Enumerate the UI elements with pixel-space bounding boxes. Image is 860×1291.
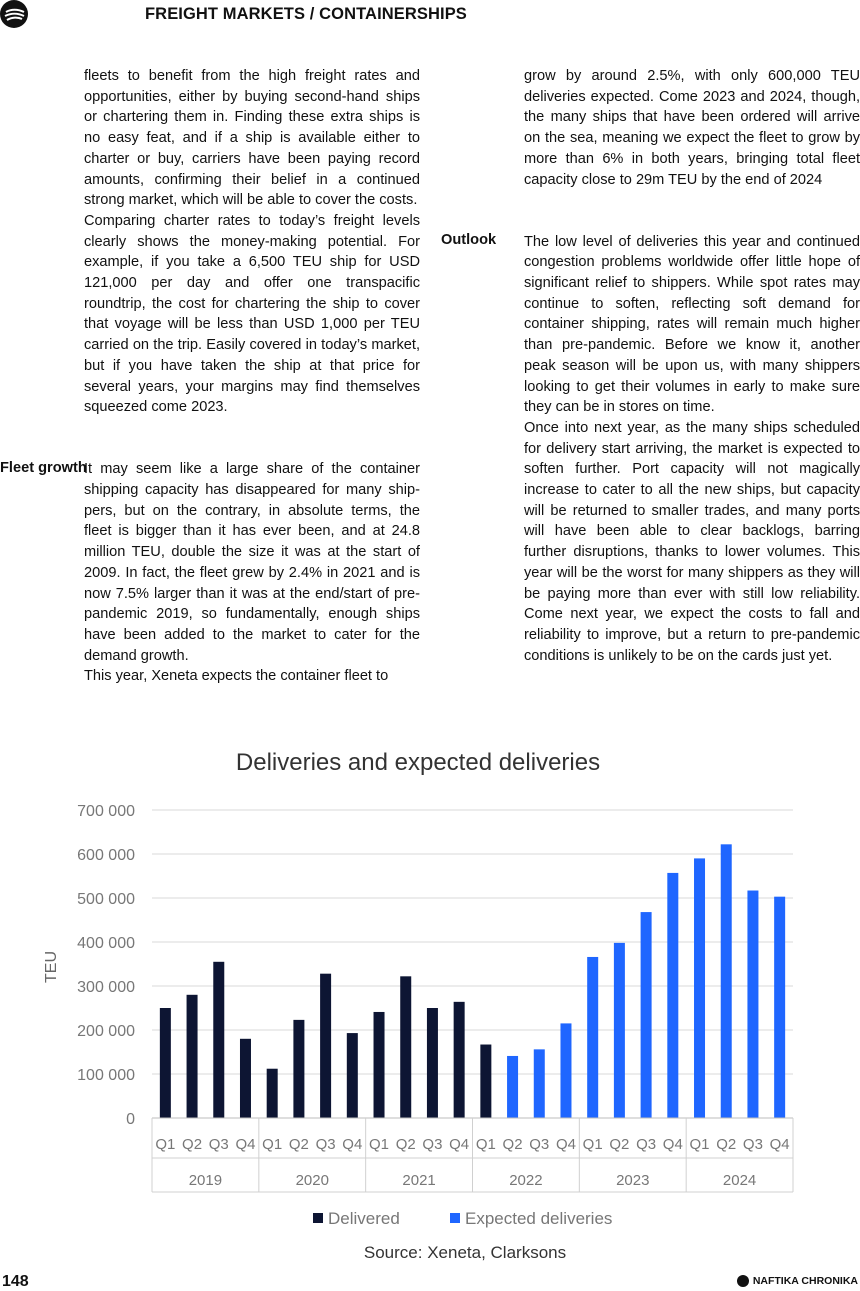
year-label: 2023 [616, 1172, 650, 1189]
bar-2024-q3 [747, 891, 758, 1118]
y-axis-label: TEU [43, 951, 60, 983]
bar-2021-q1 [374, 1012, 385, 1118]
bar-2020-q4 [347, 1033, 358, 1118]
x-tick-label: Q3 [529, 1136, 550, 1153]
bar-2020-q3 [320, 974, 331, 1118]
x-tick-label: Q1 [262, 1136, 283, 1153]
x-tick-label: Q2 [182, 1136, 203, 1153]
bar-2019-q2 [187, 995, 198, 1118]
legend-swatch-expected [450, 1213, 460, 1223]
year-label: 2021 [402, 1172, 436, 1189]
bar-2023-q4 [667, 873, 678, 1118]
legend-label-delivered: Delivered [328, 1209, 400, 1228]
article-column-left [84, 66, 420, 687]
x-tick-label: Q1 [155, 1136, 176, 1153]
brand-logo-icon [737, 1275, 749, 1287]
bar-2024-q2 [721, 844, 732, 1118]
y-tick-label: 200 000 [77, 1023, 135, 1040]
bar-2019-q4 [240, 1039, 251, 1118]
bar-2019-q3 [213, 962, 224, 1118]
x-tick-label: Q2 [609, 1136, 630, 1153]
year-label: 2019 [188, 1172, 223, 1189]
paragraph: Once into next year, as the many ships scheduled for delivery start arriving, the market is expected to soften further. Port capacity will not magically increase to cater to all the new ships, but capacity will be returned to smaller trades, and many ports will have been able to clear backlogs, barring further disruptions, thanks to lower volumes. This year will be the worst for many shippers as they will be paying more than ever with still low reliability. Come next year, we expect the costs to fall and reliability to improve, but a return to pre-pandemic conditions is unlikely to be on the cards just yet. [524, 419, 860, 664]
x-tick-label: Q3 [208, 1136, 229, 1153]
x-tick-label: Q3 [636, 1136, 657, 1153]
x-tick-label: Q3 [315, 1136, 336, 1153]
y-tick-label: 600 000 [77, 847, 135, 864]
x-tick-label: Q3 [742, 1136, 763, 1153]
year-label: 2022 [509, 1172, 543, 1189]
section-title: FREIGHT MARKETS / CONTAINERSHIPS [145, 5, 467, 23]
paragraph: The low level of deliveries this year and continued congestion problems worldwide offer little hope of significant relief to shippers. While spot rates may continue to soften, reflecting soft demand for container shipping, rates will remain much higher than pre-pandemic. Before we know it, another peak season will be upon us, with many shippers looking to get their volumes in early to make sure they can be in stores on time. [524, 233, 860, 416]
bar-2023-q2 [614, 943, 625, 1118]
footer-brand [737, 1275, 858, 1287]
x-tick-label: Q1 [475, 1136, 496, 1153]
paragraph: fleets to benefit from the high freight rates and opportunities, either by buying second-hand ships or chartering them in. Finding these extra ships is no easy feat, and if a ship is available either to charter or buy, carriers have been paying record amounts, confirming their belief in a continued strong market, which will be able to cover the costs. [84, 68, 420, 209]
y-tick-label: 100 000 [77, 1067, 135, 1084]
chart-svg [0, 735, 860, 1270]
year-label: 2024 [722, 1172, 757, 1189]
legend-label-expected: Expected deliveries [465, 1209, 613, 1228]
x-tick-label: Q1 [369, 1136, 390, 1153]
y-tick-label: 700 000 [77, 803, 135, 820]
bar-2023-q3 [641, 912, 652, 1118]
x-tick-label: Q3 [422, 1136, 443, 1153]
chart-title: Deliveries and expected deliveries [235, 749, 601, 776]
paragraph: This year, Xeneta expects the container fleet to [84, 668, 389, 685]
y-tick-label: 500 000 [77, 891, 135, 908]
paragraph: grow by around 2.5%, with only 600,000 TEU deliveries expected. Come 2023 and 2024, though, the many ships that have been ordered will arrive on the sea, meaning we expect the fleet to grow by more than 6% in both years, bringing total fleet capacity close to 29m TEU by the end of 2024 [524, 68, 860, 188]
bar-2022-q3 [534, 1049, 545, 1118]
year-label: 2020 [295, 1172, 329, 1189]
outlook-heading: Outlook [441, 232, 497, 248]
bar-2021-q2 [400, 976, 411, 1118]
bar-2020-q2 [293, 1020, 304, 1118]
x-tick-label: Q4 [555, 1136, 576, 1153]
publication-logo-icon [0, 0, 28, 28]
bar-2020-q1 [267, 1069, 278, 1118]
page-number: 148 [2, 1273, 29, 1290]
bar-2019-q1 [160, 1008, 171, 1118]
paragraph: It may seem like a large share of the container shipping capacity has disappeared for many shippers, but on the contrary, in absolute terms, the fleet is bigger than it has ever been, and at 24.8 million TEU, double the size it was at the start of 2009. In fact, the fleet grew by 2.4% in 2021 and is now 7.5% larger than it was at the end/start of pre-pandemic 2019, so fundamentally, enough ships have been added to the market to cater for the demand growth. [84, 461, 420, 664]
fleet-growth-heading: Fleet growth [0, 460, 87, 476]
x-tick-label: Q2 [395, 1136, 416, 1153]
bar-2022-q2 [507, 1056, 518, 1118]
legend-swatch-delivered [313, 1213, 323, 1223]
chart-source: Source: Xeneta, Clarksons [363, 1243, 567, 1262]
brand-name: NAFTIKA CHRONIKA [752, 1275, 858, 1287]
bar-2022-q1 [480, 1045, 491, 1118]
x-tick-label: Q1 [689, 1136, 710, 1153]
bar-2022-q4 [560, 1023, 571, 1118]
bar-2021-q3 [427, 1008, 438, 1118]
bar-2021-q4 [454, 1002, 465, 1118]
y-tick-label: 0 [126, 1111, 135, 1128]
article-column-right [524, 66, 860, 666]
y-tick-label: 300 000 [77, 979, 135, 996]
paragraph: Comparing charter rates to today’s freight levels clearly shows the money-making potential. For example, if you take a 6,500 TEU ship for USD 121,000 per day and offer one transpacific roundtrip, the cost for chartering the ship to cover that voyage will be less than USD 1,000 per TEU carried on the trip. Easily covered in today’s market, but if you have taken the ship at that price for several years, your margins may find themselves squeezed come 2023. [84, 212, 420, 416]
x-tick-label: Q4 [342, 1136, 363, 1153]
y-tick-label: 400 000 [77, 935, 135, 952]
bar-2024-q1 [694, 858, 705, 1118]
x-tick-label: Q2 [502, 1136, 523, 1153]
x-tick-label: Q2 [288, 1136, 309, 1153]
x-tick-label: Q4 [662, 1136, 683, 1153]
bar-2024-q4 [774, 897, 785, 1118]
x-tick-label: Q4 [769, 1136, 790, 1153]
x-tick-label: Q4 [235, 1136, 256, 1153]
deliveries-chart [0, 735, 860, 1270]
x-tick-label: Q1 [582, 1136, 603, 1153]
x-tick-label: Q4 [449, 1136, 470, 1153]
x-tick-label: Q2 [716, 1136, 737, 1153]
bar-2023-q1 [587, 957, 598, 1118]
